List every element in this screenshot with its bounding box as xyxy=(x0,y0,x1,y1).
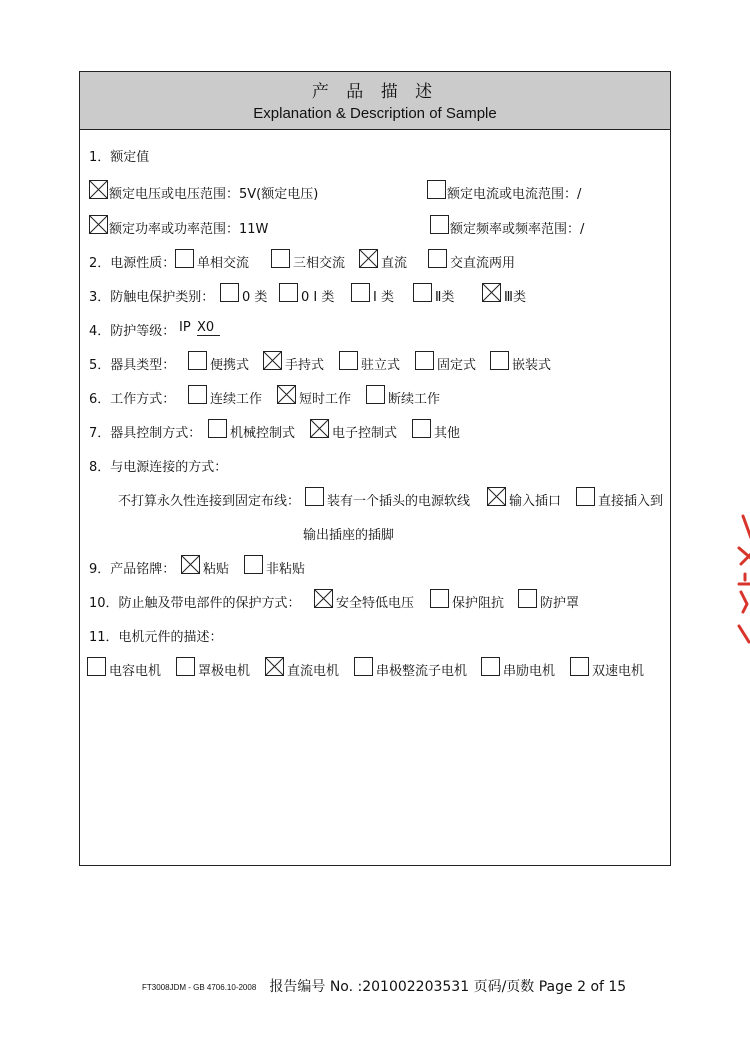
live-protection-option-label: 保护阻抗 xyxy=(452,596,505,611)
motor-heading: 11．电机元件的描述： xyxy=(89,630,223,645)
power-type-checkbox[interactable] xyxy=(271,249,290,268)
connection-heading-row xyxy=(80,450,670,478)
rated-power-frequency-row xyxy=(80,212,670,240)
operation-label: 6．工作方式： xyxy=(89,392,176,407)
nameplate-label: 9．产品铭牌： xyxy=(89,562,176,577)
control-checkbox[interactable] xyxy=(310,419,329,438)
checkmark-x-icon xyxy=(182,556,199,573)
shock-class-option-label: 0 类 xyxy=(242,290,268,305)
operation-option-label: 断续工作 xyxy=(388,392,441,407)
control-row xyxy=(80,416,670,444)
appliance-type-option-label: 便携式 xyxy=(210,358,250,373)
checkmark-x-icon xyxy=(315,590,332,607)
rated-current-checkbox[interactable] xyxy=(427,180,446,199)
connection-sub-label: 不打算永久性连接到固定布线： xyxy=(118,494,301,509)
protection-label: 4．防护等级： xyxy=(89,324,176,339)
rated-current-label: 额定电流或电流范围：/ xyxy=(447,187,582,202)
connection-option-label: 输入插口 xyxy=(509,494,562,509)
checkmark-x-icon xyxy=(264,352,281,369)
shock-class-checkbox[interactable] xyxy=(413,283,432,302)
page-footer xyxy=(142,976,626,996)
appliance-type-option-label: 驻立式 xyxy=(361,358,401,373)
operation-row xyxy=(80,382,670,410)
form-header xyxy=(80,72,670,130)
checkmark-x-icon xyxy=(483,284,500,301)
live-protection-checkbox[interactable] xyxy=(314,589,333,608)
protection-prefix: IP xyxy=(179,320,191,335)
live-protection-row xyxy=(80,586,670,614)
rated-frequency-checkbox[interactable] xyxy=(430,215,449,234)
appliance-type-row xyxy=(80,348,670,376)
appliance-type-option-label: 固定式 xyxy=(437,358,477,373)
connection-checkbox[interactable] xyxy=(305,487,324,506)
appliance-type-checkbox[interactable] xyxy=(490,351,509,370)
rated-power-checkbox[interactable] xyxy=(89,215,108,234)
live-protection-label: 10．防止触及带电部件的保护方式： xyxy=(89,596,301,611)
shock-class-row xyxy=(80,280,670,308)
nameplate-row xyxy=(80,552,670,580)
shock-class-option-label: Ⅲ类 xyxy=(504,290,526,305)
motor-checkbox[interactable] xyxy=(354,657,373,676)
power-type-option-label: 交直流两用 xyxy=(450,256,516,271)
power-type-checkbox[interactable] xyxy=(359,249,378,268)
appliance-type-checkbox[interactable] xyxy=(415,351,434,370)
live-protection-option-label: 安全特低电压 xyxy=(336,596,415,611)
motor-checkbox[interactable] xyxy=(176,657,195,676)
motor-checkbox[interactable] xyxy=(481,657,500,676)
description-form xyxy=(79,71,671,866)
connection-checkbox[interactable] xyxy=(576,487,595,506)
rated-power-label: 额定功率或功率范围：11W xyxy=(109,222,269,237)
appliance-type-checkbox[interactable] xyxy=(263,351,282,370)
live-protection-checkbox[interactable] xyxy=(518,589,537,608)
seal-stamp xyxy=(731,508,750,648)
protection-value: X0 xyxy=(197,320,220,336)
standard-code: FT3008JDM - GB 4706.10-2008 xyxy=(142,983,257,992)
control-option-label: 电子控制式 xyxy=(332,426,398,441)
shock-class-option-label: Ⅱ类 xyxy=(435,290,455,305)
nameplate-option-label: 粘贴 xyxy=(203,562,230,577)
operation-checkbox[interactable] xyxy=(188,385,207,404)
connection-option-label: 直接插入到 xyxy=(598,494,664,509)
title-english: Explanation & Description of Sample xyxy=(253,105,497,122)
control-option-label: 机械控制式 xyxy=(230,426,296,441)
nameplate-checkbox[interactable] xyxy=(181,555,200,574)
motor-heading-row xyxy=(80,620,670,648)
nameplate-checkbox[interactable] xyxy=(244,555,263,574)
motor-option-label: 串励电机 xyxy=(503,664,556,679)
connection-continuation-row xyxy=(80,518,670,546)
shock-class-option-label: 0 I 类 xyxy=(301,290,335,305)
motor-option-label: 串极整流子电机 xyxy=(376,664,468,679)
shock-class-label: 3．防触电保护类别： xyxy=(89,290,215,305)
appliance-type-option-label: 手持式 xyxy=(285,358,325,373)
connection-continuation: 输出插座的插脚 xyxy=(303,528,395,543)
power-type-option-label: 三相交流 xyxy=(293,256,346,271)
shock-class-checkbox[interactable] xyxy=(220,283,239,302)
control-option-label: 其他 xyxy=(434,426,461,441)
power-type-checkbox[interactable] xyxy=(175,249,194,268)
checkmark-x-icon xyxy=(278,386,295,403)
motor-option-label: 直流电机 xyxy=(287,664,340,679)
motor-options-row xyxy=(80,654,670,682)
checkmark-x-icon xyxy=(311,420,328,437)
connection-checkbox[interactable] xyxy=(487,487,506,506)
connection-options-row xyxy=(80,484,670,512)
live-protection-checkbox[interactable] xyxy=(430,589,449,608)
nameplate-option-label: 非粘贴 xyxy=(266,562,306,577)
appliance-type-option-label: 嵌装式 xyxy=(512,358,552,373)
control-label: 7．器具控制方式： xyxy=(89,426,202,441)
operation-option-label: 短时工作 xyxy=(299,392,352,407)
appliance-type-checkbox[interactable] xyxy=(339,351,358,370)
rated-values-heading: 1．额定值 xyxy=(89,150,150,165)
control-checkbox[interactable] xyxy=(412,419,431,438)
shock-class-checkbox[interactable] xyxy=(279,283,298,302)
rated-voltage-checkbox[interactable] xyxy=(89,180,108,199)
shock-class-checkbox[interactable] xyxy=(482,283,501,302)
motor-checkbox[interactable] xyxy=(265,657,284,676)
protection-row xyxy=(80,314,670,342)
motor-option-label: 电容电机 xyxy=(109,664,162,679)
connection-option-label: 装有一个插头的电源软线 xyxy=(327,494,471,509)
motor-checkbox[interactable] xyxy=(87,657,106,676)
rated-voltage-current-row xyxy=(80,177,670,205)
title-chinese: 产 品 描 述 xyxy=(311,82,439,102)
shock-class-checkbox[interactable] xyxy=(351,283,370,302)
rated-frequency-label: 额定频率或频率范围：/ xyxy=(450,222,585,237)
shock-class-option-label: I 类 xyxy=(373,290,394,305)
checkmark-x-icon xyxy=(266,658,283,675)
motor-checkbox[interactable] xyxy=(570,657,589,676)
control-checkbox[interactable] xyxy=(208,419,227,438)
operation-checkbox[interactable] xyxy=(277,385,296,404)
power-type-label: 2．电源性质： xyxy=(89,256,176,271)
live-protection-option-label: 防护罩 xyxy=(540,596,580,611)
connection-heading: 8．与电源连接的方式： xyxy=(89,460,228,475)
power-type-option-label: 直流 xyxy=(381,256,408,271)
appliance-type-checkbox[interactable] xyxy=(188,351,207,370)
operation-option-label: 连续工作 xyxy=(210,392,263,407)
power-type-option-label: 单相交流 xyxy=(197,256,250,271)
power-type-checkbox[interactable] xyxy=(428,249,447,268)
appliance-type-label: 5．器具类型： xyxy=(89,358,176,373)
checkmark-x-icon xyxy=(90,181,107,198)
rated-values-row xyxy=(80,140,670,168)
motor-option-label: 罩极电机 xyxy=(198,664,251,679)
motor-option-label: 双速电机 xyxy=(592,664,645,679)
checkmark-x-icon xyxy=(488,488,505,505)
operation-checkbox[interactable] xyxy=(366,385,385,404)
report-page-info: 报告编号 No. :201002203531 页码/页数 Page 2 of 15 xyxy=(269,979,627,995)
rated-voltage-label: 额定电压或电压范围：5V(额定电压) xyxy=(109,187,319,202)
checkmark-x-icon xyxy=(360,250,377,267)
checkmark-x-icon xyxy=(90,216,107,233)
power-type-row xyxy=(80,246,670,274)
